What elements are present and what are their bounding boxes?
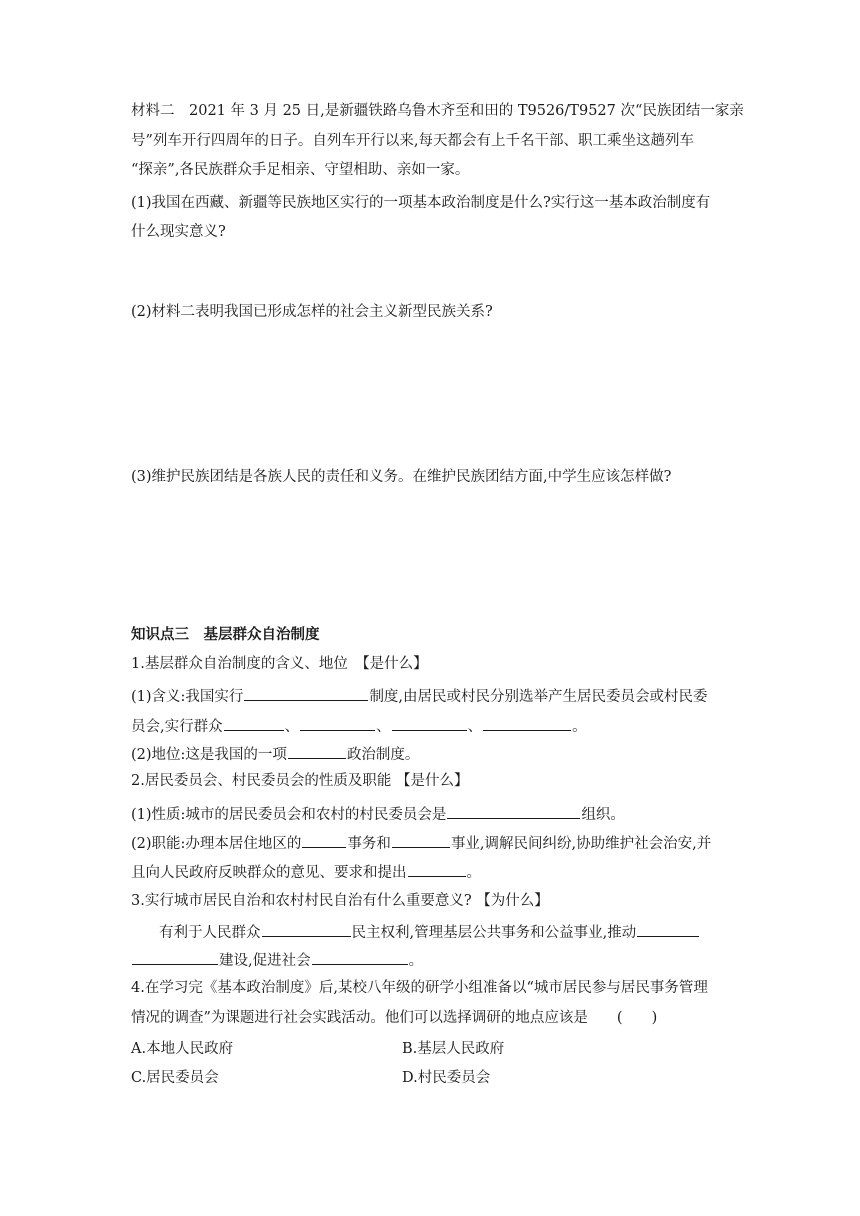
- answer-blank[interactable]: [132, 949, 218, 965]
- answer-blank[interactable]: [447, 803, 580, 819]
- answer-blank[interactable]: [300, 715, 375, 731]
- question-1-line: 什么现实意义?: [131, 224, 226, 240]
- answer-blank[interactable]: [262, 921, 351, 937]
- option-d[interactable]: D.村民委员会: [402, 1070, 491, 1086]
- option-b[interactable]: B.基层人民政府: [402, 1041, 505, 1057]
- answer-blank[interactable]: [312, 949, 408, 965]
- item-3-heading: 3.实行城市居民自治和农村村民自治有什么重要意义? 【为什么】: [131, 893, 549, 909]
- answer-blank[interactable]: [288, 743, 346, 759]
- nature-line: (1)性质:城市的居民委员会和农村的村民委员会是 组织。: [131, 803, 625, 825]
- answer-blank[interactable]: [392, 715, 467, 731]
- definition-line: (1)含义:我国实行 制度,由居民或村民分别选举产生居民委员会或村民委: [131, 685, 708, 707]
- answer-blank[interactable]: [302, 832, 346, 848]
- section-title: 知识点三 基层群众自治制度: [131, 627, 320, 643]
- answer-blank[interactable]: [244, 685, 368, 701]
- answer-blank[interactable]: [392, 832, 450, 848]
- answer-blank[interactable]: [224, 715, 284, 731]
- material-line: 号”列车开行四周年的日子。自列车开行以来,每天都会有上千名干部、职工乘坐这趟列车: [131, 133, 695, 149]
- item-1-heading: 1.基层群众自治制度的含义、地位 【是什么】: [131, 656, 428, 672]
- item-4-line: 情况的调查”为课题进行社会实践活动。他们可以选择调研的地点应该是 ( ): [131, 1010, 658, 1026]
- significance-line: 有利于人民群众 民主权利,管理基层公共事务和公益事业,推动: [159, 921, 700, 943]
- answer-blank[interactable]: [408, 861, 466, 877]
- function-line-2: 且向人民政府反映群众的意见、要求和提出 。: [131, 861, 481, 883]
- option-a[interactable]: A.本地人民政府: [131, 1041, 234, 1057]
- function-line: (2)职能:办理本居住地区的 事务和 事业,调解民间纠纷,协助维护社会治安,并: [131, 832, 711, 854]
- material-line: 材料二 2021 年 3 月 25 日,是新疆铁路乌鲁木齐至和田的 T9526/T9527 次“民族团结一家亲: [131, 103, 744, 119]
- item-4-line: 4.在学习完《基本政治制度》后,某校八年级的研学小组准备以“城市居民参与居民事务管理: [131, 980, 708, 996]
- question-2: (2)材料二表明我国已形成怎样的社会主义新型民族关系?: [131, 304, 493, 320]
- significance-line-2: 建设,促进社会 。: [131, 949, 423, 971]
- option-c[interactable]: C.居民委员会: [131, 1070, 219, 1086]
- position-line: (2)地位:这是我国的一项 政治制度。: [131, 743, 419, 765]
- answer-blank[interactable]: [483, 715, 571, 731]
- question-1-line: (1)我国在西藏、新疆等民族地区实行的一项基本政治制度是什么?实行这一基本政治制度有: [131, 195, 711, 211]
- definition-line-2: 员会,实行群众 、 、 、 。: [131, 715, 587, 737]
- question-3: (3)维护民族团结是各族人民的责任和义务。在维护民族团结方面,中学生应该怎样做?: [131, 469, 672, 485]
- answer-blank[interactable]: [637, 921, 699, 937]
- item-2-heading: 2.居民委员会、村民委员会的性质及职能 【是什么】: [131, 773, 469, 789]
- material-line: “探亲”,各民族群众手足相亲、守望相助、亲如一家。: [131, 162, 470, 178]
